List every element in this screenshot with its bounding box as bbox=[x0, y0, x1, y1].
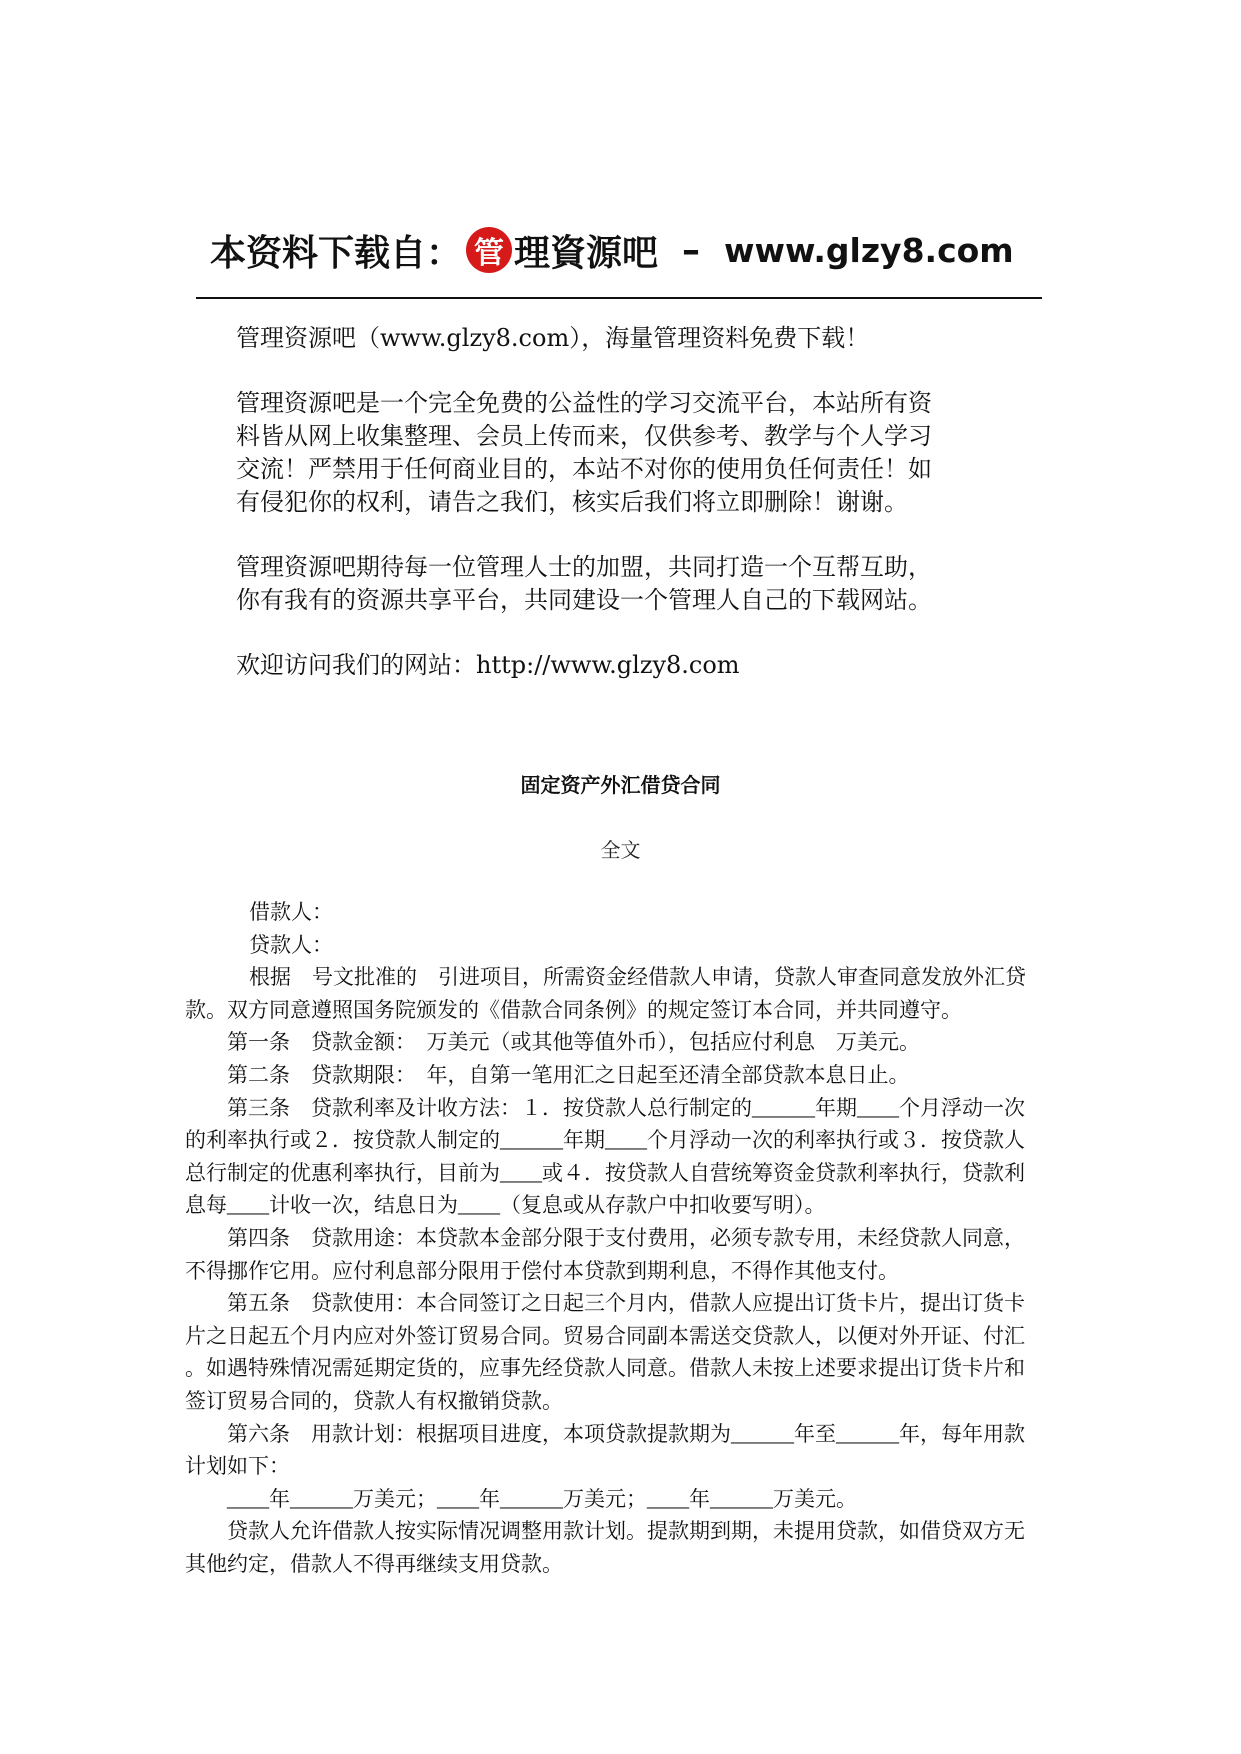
promo-block bbox=[236, 322, 1036, 682]
promo-paragraph-line: 管理资源吧是一个完全免费的公益性的学习交流平台，本站所有资 bbox=[236, 389, 932, 417]
body-line: 第二条 贷款期限： 年，自第一笔用汇之日起至还清全部贷款本息日止。 bbox=[227, 1062, 910, 1087]
body-line: 计划如下： bbox=[185, 1454, 290, 1479]
body-line: 第一条 贷款金额： 万美元（或其他等值外币），包括应付利息 万美元。 bbox=[227, 1030, 920, 1055]
site-logo-icon bbox=[466, 227, 512, 273]
banner-url: www.glzy8.com bbox=[724, 230, 1014, 270]
body-line: 片之日起五个月内应对外签订贸易合同。贸易合同副本需送交贷款人，以便对外开证、付汇 bbox=[185, 1323, 1025, 1348]
body-line: 的利率执行或２．按贷款人制定的______年期____个月浮动一次的利率执行或３．按贷款人 bbox=[185, 1128, 1025, 1153]
body-line: 根据 号文批准的 引进项目，所需资金经借款人申请，贷款人审查同意发放外汇贷 bbox=[249, 965, 1026, 990]
banner-dash: – bbox=[682, 229, 701, 271]
body-line: 第六条 用款计划：根据项目进度，本项贷款提款期为______年至______年，每年用款 bbox=[227, 1421, 1025, 1446]
body-line: 贷款人允许借款人按实际情况调整用款计划。提款期到期，未提用贷款，如借贷双方无 bbox=[227, 1519, 1025, 1544]
contract-title: 固定资产外汇借贷合同 bbox=[520, 773, 721, 797]
promo-headline: 管理资源吧（www.glzy8.com），海量管理资料免费下载！ bbox=[236, 324, 870, 352]
body-line: 不得挪作它用。应付利息部分限用于偿付本贷款到期利息，不得作其他支付。 bbox=[185, 1258, 899, 1283]
promo-welcome: 欢迎访问我们的网站：http://www.glzy8.com bbox=[236, 651, 740, 679]
promo-paragraph-line: 你有我有的资源共享平台，共同建设一个管理人自己的下载网站。 bbox=[236, 586, 932, 614]
banner-site-name: 理資源吧 bbox=[514, 232, 659, 274]
promo-paragraph-line: 交流！严禁用于任何商业目的，本站不对你的使用负任何责任！如 bbox=[236, 455, 932, 483]
body-line: ____年______万美元；____年______万美元；____年______万美元。 bbox=[227, 1486, 857, 1511]
body-line: 第五条 贷款使用：本合同签订之日起三个月内，借款人应提出订货卡片，提出订货卡 bbox=[227, 1291, 1025, 1316]
promo-paragraph-line: 料皆从网上收集整理、会员上传而来，仅供参考、教学与个人学习 bbox=[236, 422, 932, 450]
body-line: 借款人： bbox=[249, 900, 333, 924]
banner-prefix: 本资料下载自： bbox=[210, 232, 463, 274]
body-line: 总行制定的优惠利率执行，目前为____或４．按贷款人自营统筹资金贷款利率执行，贷款利 bbox=[185, 1160, 1025, 1185]
body-line: 款。双方同意遵照国务院颁发的《借款合同条例》的规定签订本合同，并共同遵守。 bbox=[185, 997, 962, 1022]
body-line: 第四条 贷款用途：本贷款本金部分限于支付费用，必须专款专用，未经贷款人同意， bbox=[227, 1225, 1025, 1250]
logo-char: 管 bbox=[474, 236, 505, 271]
contract-subtitle: 全文 bbox=[600, 838, 641, 862]
banner-divider bbox=[196, 297, 1042, 299]
promo-paragraph-line: 有侵犯你的权利，请告之我们，核实后我们将立即删除！谢谢。 bbox=[236, 488, 908, 516]
body-line: 其他约定，借款人不得再继续支用贷款。 bbox=[185, 1551, 563, 1576]
body-line: 签订贸易合同的，贷款人有权撤销贷款。 bbox=[185, 1388, 563, 1413]
body-line: 贷款人： bbox=[249, 932, 333, 957]
body-line: 息每____计收一次，结息日为____（复息或从存款户中扣收要写明）。 bbox=[185, 1193, 826, 1218]
body-line: 第三条 贷款利率及计收方法：１．按贷款人总行制定的______年期____个月浮动一次 bbox=[227, 1095, 1025, 1120]
download-banner bbox=[210, 222, 1014, 278]
promo-paragraph-line: 管理资源吧期待每一位管理人士的加盟，共同打造一个互帮互助， bbox=[236, 553, 932, 581]
contract-body bbox=[185, 896, 1065, 1580]
body-line: 。如遇特殊情况需延期定货的，应事先经贷款人同意。借款人未按上述要求提出订货卡片和 bbox=[185, 1356, 1025, 1381]
